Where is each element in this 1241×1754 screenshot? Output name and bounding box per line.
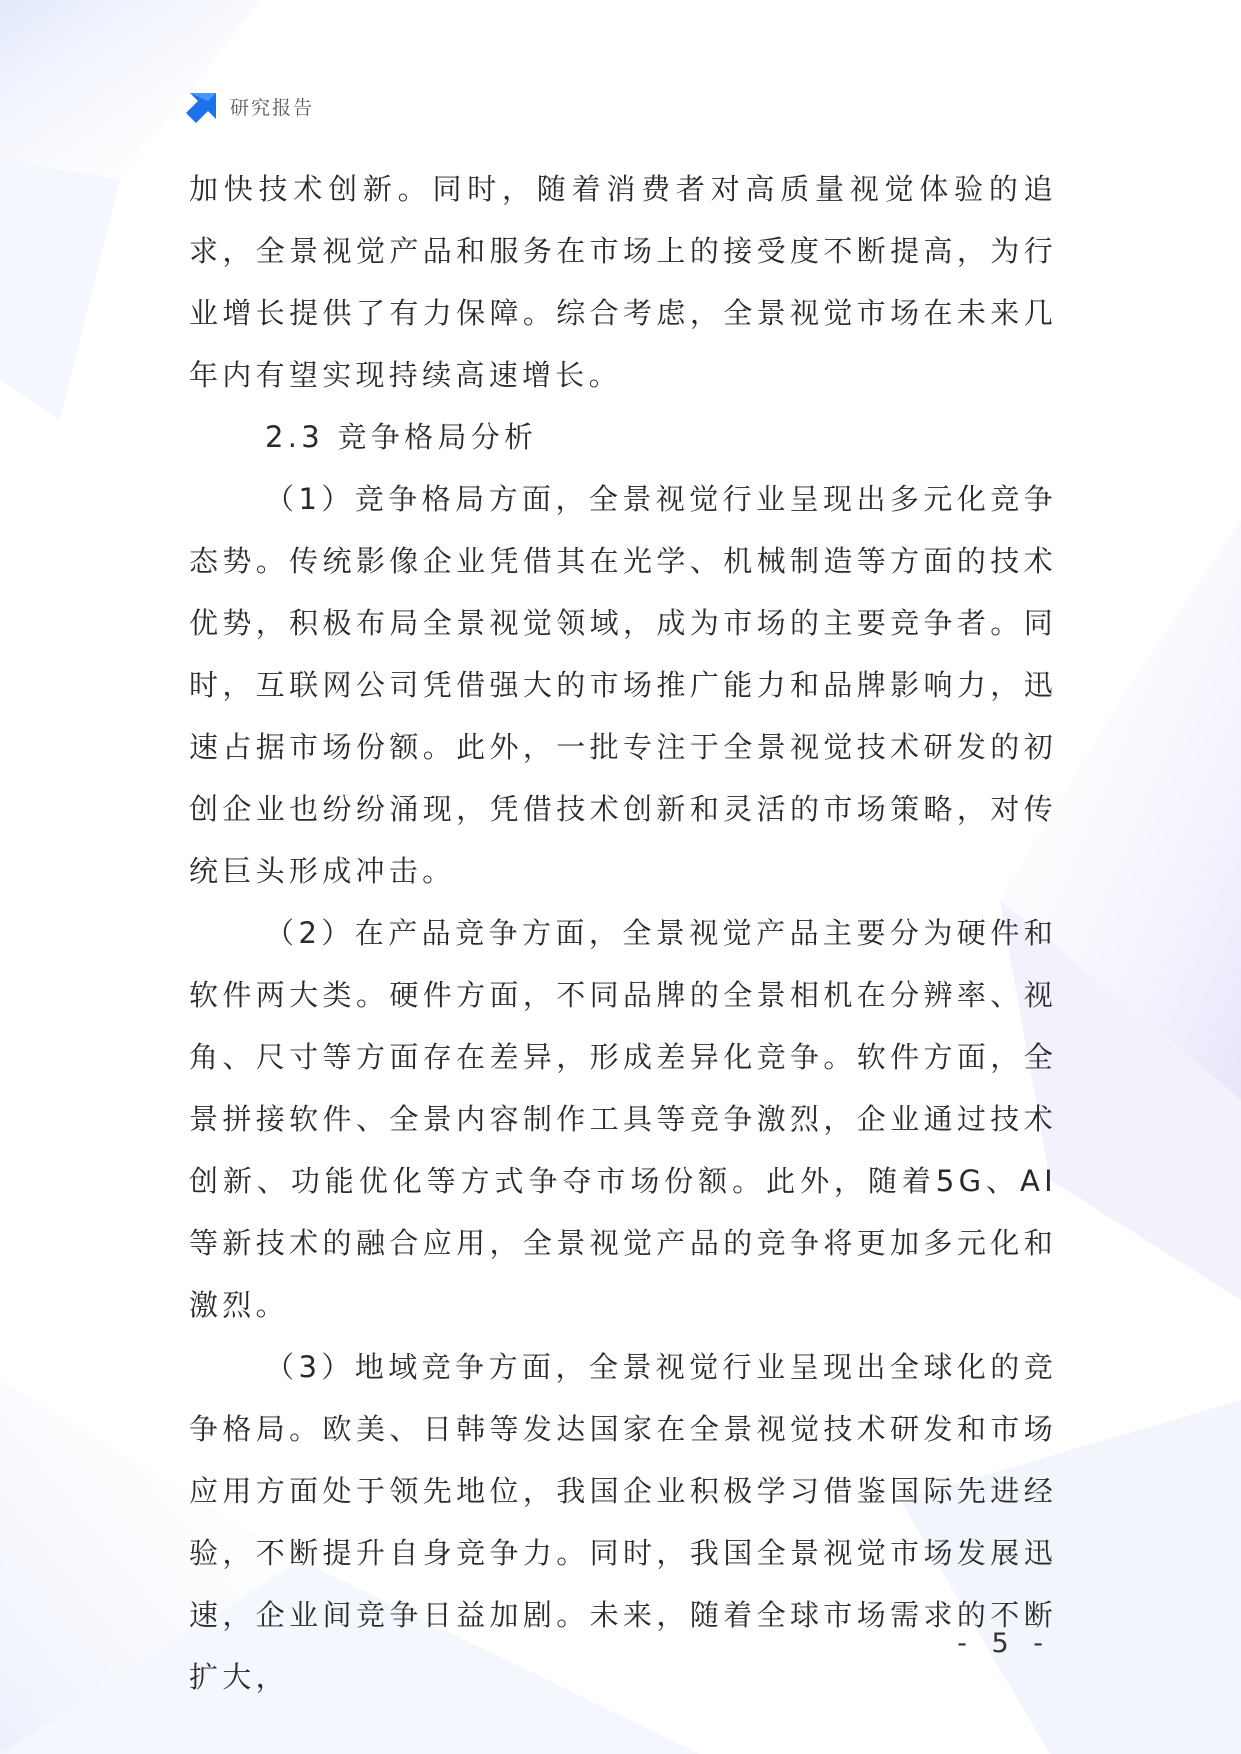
arrow-logo-icon [186,89,220,123]
paragraph-continuation: 加快技术创新。同时，随着消费者对高质量视觉体验的追求，全景视觉产品和服务在市场上的接受度不断提高，为行业增长提供了有力保障。综合考虑，全景视觉市场在未来几年内有望实现持续高速增长。 [189,172,1057,392]
paragraph-product-competition: （2）在产品竞争方面，全景视觉产品主要分为硬件和软件两大类。硬件方面，不同品牌的全景相机在分辨率、视角、尺寸等方面存在差异，形成差异化竞争。软件方面，全景拼接软件、全景内容制作工具等竞争激烈，企业通过技术创新、功能优化等方式争夺市场份额。此外，随着5G、AI等新技术的融合应用，全景视觉产品的竞争将更加多元化和激烈。 [189,916,1057,1322]
section-heading: 2.3 竞争格局分析 [265,420,538,454]
document-body [189,158,1057,1708]
paragraph-competition-landscape: （1）竞争格局方面，全景视觉行业呈现出多元化竞争态势。传统影像企业凭借其在光学、机械制造等方面的技术优势，积极布局全景视觉领域，成为市场的主要竞争者。同时，互联网公司凭借强大的市场推广能力和品牌影响力，迅速占据市场份额。此外，一批专注于全景视觉技术研发的初创企业也纷纷涌现，凭借技术创新和灵活的市场策略，对传统巨头形成冲击。 [189,482,1057,888]
report-header [186,88,314,124]
header-title: 研究报告 [230,96,315,119]
page-number: - 5 - [957,1628,1051,1659]
paragraph-regional-competition: （3）地域竞争方面，全景视觉行业呈现出全球化的竞争格局。欧美、日韩等发达国家在全景视觉技术研发和市场应用方面处于领先地位，我国企业积极学习借鉴国际先进经验，不断提升自身竞争力。同时，我国全景视觉市场发展迅速，企业间竞争日益加剧。未来，随着全球市场需求的不断扩大， [189,1350,1057,1694]
